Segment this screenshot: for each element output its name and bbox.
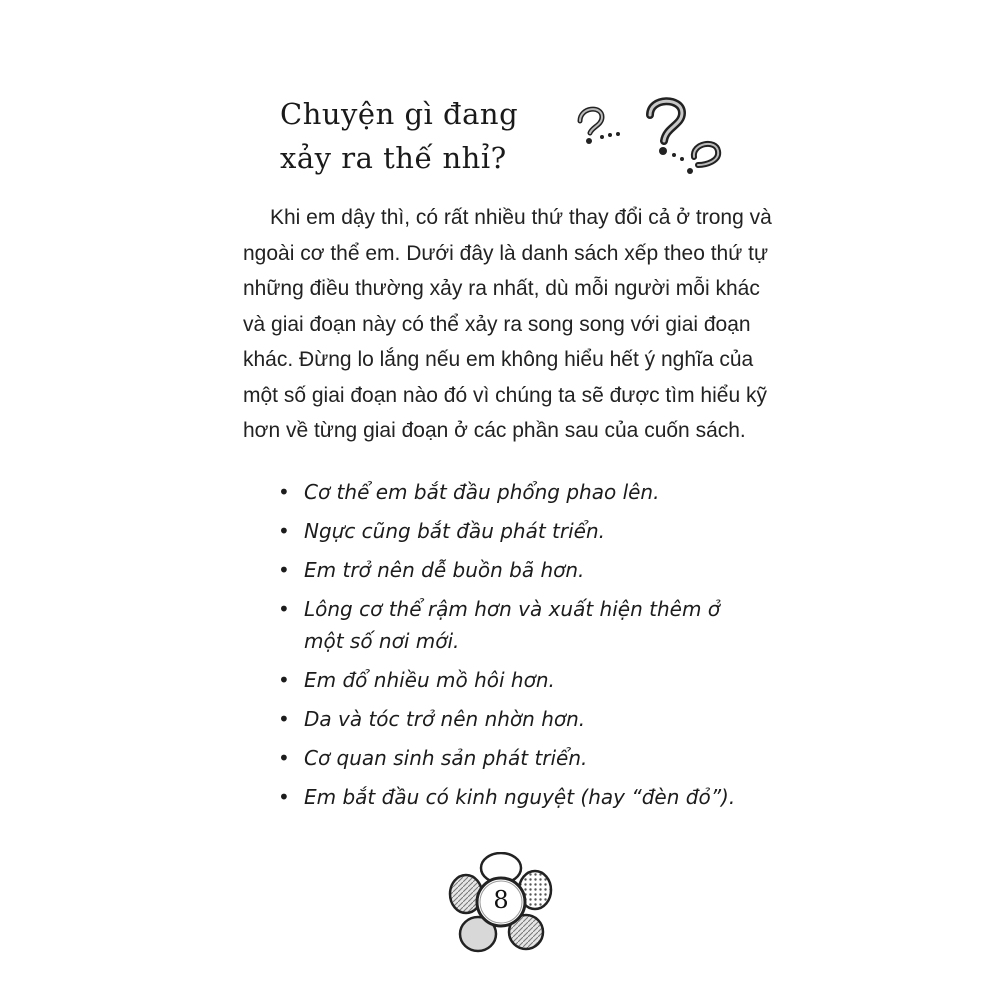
list-item [278, 554, 758, 586]
bullet-symbol: • [278, 746, 290, 770]
list-item-text: Lông cơ thể rậm hơn và xuất hiện thêm ở một số nơi mới. [304, 597, 721, 653]
list-item [278, 703, 758, 735]
list-item [278, 781, 758, 813]
list-item [278, 515, 758, 547]
bullet-symbol: • [278, 707, 290, 731]
list-item [278, 476, 758, 508]
bullet-symbol: • [278, 597, 290, 621]
bullet-symbol: • [278, 519, 290, 543]
changes-list [278, 476, 758, 820]
list-item-text: Cơ quan sinh sản phát triển. [304, 746, 588, 770]
page-heading [280, 92, 570, 180]
bullet-symbol: • [278, 480, 290, 504]
page-number: 8 [493, 886, 509, 914]
list-item-text: Em đổ nhiều mồ hôi hơn. [304, 668, 555, 692]
list-item-text: Em trở nên dễ buồn bã hơn. [304, 558, 585, 582]
intro-paragraph: Khi em dậy thì, có rất nhiều thứ thay đổi cả ở trong và ngoài cơ thể em. Dưới đây là danh sách xếp theo thứ tự những điều thường xảy ra nhất, dù mỗi người mỗi khác và giai đoạn này có thể xảy ra song song với giai đoạn khác. Đừng lo lắng nếu em không hiểu hết ý nghĩa của một số giai đoạn nào đó vì chúng ta sẽ được tìm hiểu kỹ hơn về từng giai đoạn ở các phần sau của cuốn sách. [243, 206, 772, 442]
list-item [278, 593, 758, 657]
list-item-text: Ngực cũng bắt đầu phát triển. [304, 519, 606, 543]
list-item [278, 742, 758, 774]
list-item-text: Da và tóc trở nên nhờn hơn. [304, 707, 586, 731]
bullet-symbol: • [278, 558, 290, 582]
list-item-text: Em bắt đầu có kinh nguyệt (hay “đèn đỏ”). [304, 785, 736, 809]
question-marks-icon [570, 95, 730, 180]
bullet-symbol: • [278, 668, 290, 692]
bullet-symbol: • [278, 785, 290, 809]
heading-line-1: Chuyện gì đang [280, 97, 519, 131]
heading-line-2: xảy ra thế nhỉ? [280, 141, 507, 175]
list-item [278, 664, 758, 696]
list-item-text: Cơ thể em bắt đầu phổng phao lên. [304, 480, 660, 504]
